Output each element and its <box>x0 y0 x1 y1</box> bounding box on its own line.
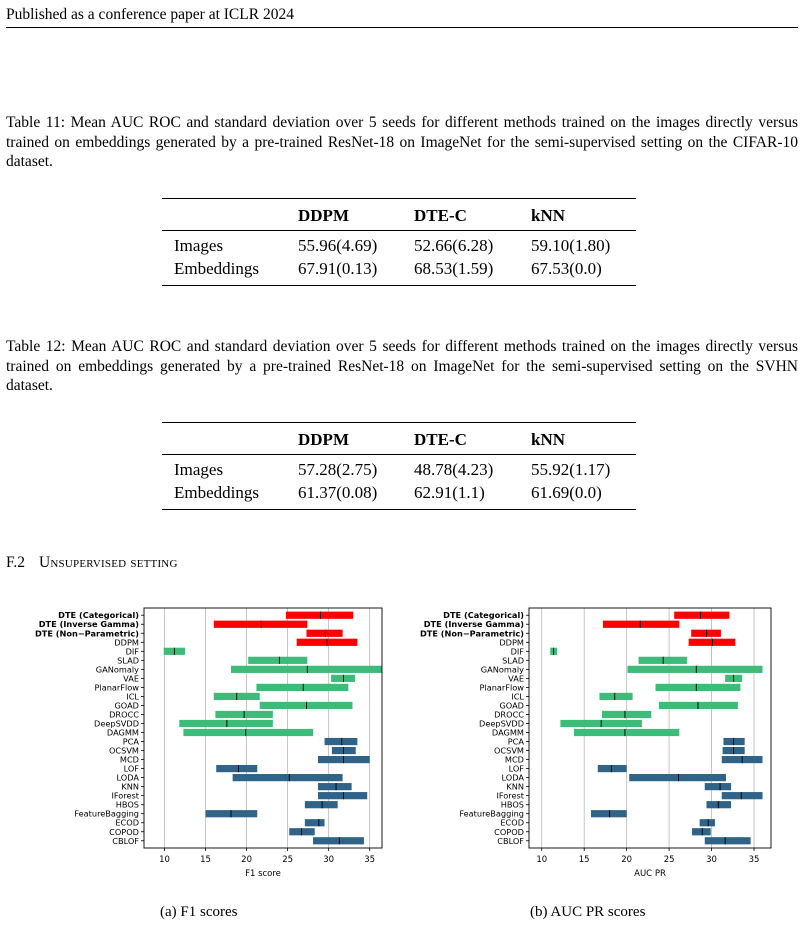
category-label: VAE <box>508 673 524 684</box>
category-label: OCSVM <box>493 745 524 756</box>
category-label: LODA <box>116 772 139 783</box>
auc-pr-chart <box>398 604 782 889</box>
table-header-cell: DDPM <box>298 430 349 449</box>
x-tick-label: 15 <box>200 855 211 865</box>
category-label: PlanarFlow <box>479 682 524 693</box>
x-tick-label: 35 <box>364 855 376 865</box>
category-label: GOAD <box>499 700 524 711</box>
category-label: VAE <box>123 673 139 684</box>
category-label: IForest <box>496 790 524 801</box>
category-label: CBLOF <box>112 835 139 846</box>
category-label: PlanarFlow <box>94 682 139 693</box>
range-bar <box>305 819 325 826</box>
x-tick-label: 10 <box>536 855 548 865</box>
range-bar <box>705 837 751 844</box>
range-bar <box>214 621 308 628</box>
page-header: Published as a conference paper at ICLR 2024 <box>6 6 294 23</box>
table-mid-rule <box>162 230 636 231</box>
category-label: DTE (Non−Parametric) <box>34 628 139 639</box>
range-bar <box>692 828 711 835</box>
category-label: FeatureBagging <box>459 808 524 819</box>
range-bar <box>318 783 352 790</box>
range-bar <box>306 630 342 637</box>
range-bar <box>574 729 679 736</box>
category-label: DROCC <box>109 709 139 720</box>
range-bar <box>705 783 731 790</box>
table-row-label: Images <box>174 236 224 255</box>
category-label: DeepSVDD <box>94 718 139 729</box>
table-row-label: Images <box>174 460 224 479</box>
table-cell: 61.37(0.08) <box>298 483 378 502</box>
range-bar <box>700 819 715 826</box>
category-label: HBOS <box>500 799 524 810</box>
table-cell: 61.69(0.0) <box>531 483 602 502</box>
range-bar <box>674 612 729 619</box>
range-bar <box>248 657 307 664</box>
category-label: DIF <box>510 646 524 657</box>
table-bottom-rule <box>162 509 636 510</box>
category-label: PCA <box>507 736 524 747</box>
category-label: DIF <box>125 646 139 657</box>
category-label: SLAD <box>502 655 524 666</box>
category-label: DTE (Non−Parametric) <box>419 628 524 639</box>
category-label: IForest <box>111 790 139 801</box>
category-label: LOF <box>123 763 139 774</box>
table-cell: 57.28(2.75) <box>298 460 378 479</box>
category-label: LODA <box>501 772 524 783</box>
range-bar <box>627 666 762 673</box>
category-label: HBOS <box>115 799 139 810</box>
range-bar <box>216 765 257 772</box>
range-bar <box>318 792 367 799</box>
category-label: COPOD <box>109 826 139 837</box>
range-bar <box>233 774 343 781</box>
range-bar <box>183 729 313 736</box>
range-bar <box>179 720 273 727</box>
category-label: DTE (Categorical) <box>443 610 524 621</box>
category-label: KNN <box>506 781 524 792</box>
x-tick-label: 25 <box>663 855 675 865</box>
category-label: GANomaly <box>95 664 139 675</box>
category-label: SLAD <box>117 655 139 666</box>
category-label: COPOD <box>494 826 524 837</box>
category-label: LOF <box>508 763 524 774</box>
range-bar <box>286 612 353 619</box>
section-heading <box>6 554 178 572</box>
category-label: ICL <box>126 691 139 702</box>
range-bar <box>598 765 627 772</box>
category-label: DROCC <box>494 709 524 720</box>
table11-caption: Table 11: Mean AUC ROC and standard deviation over 5 seeds for different methods trained on the images directly versus trained on embeddings generated by a pre-trained ResNet-18 on ImageNet for the semi-supervised setting on the CIFAR-10 dataset. <box>6 114 798 170</box>
range-bar <box>325 738 358 745</box>
x-axis-label: F1 score <box>245 869 281 879</box>
x-tick-label: 30 <box>323 855 335 865</box>
table-mid-rule <box>162 454 636 455</box>
table-header-cell: kNN <box>531 206 566 225</box>
header-rule <box>6 27 798 28</box>
table-cell: 62.91(1.1) <box>414 483 485 502</box>
range-bar <box>603 621 679 628</box>
category-label: ECOD <box>500 817 524 828</box>
x-tick-label: 25 <box>282 855 294 865</box>
table-header-cell: DTE-C <box>414 206 467 225</box>
table-header-cell: kNN <box>531 430 566 449</box>
figure-a-caption: (a) F1 scores <box>160 904 238 920</box>
table-cell: 52.66(6.28) <box>414 236 494 255</box>
table-header-cell: DDPM <box>298 206 349 225</box>
range-bar <box>599 693 632 700</box>
table-cell: 48.78(4.23) <box>414 460 494 479</box>
range-bar <box>231 666 382 673</box>
category-label: CBLOF <box>497 835 524 846</box>
table-bottom-rule <box>162 285 636 286</box>
range-bar <box>591 810 627 817</box>
category-label: MCD <box>119 754 139 765</box>
category-label: DTE (Inverse Gamma) <box>423 619 524 630</box>
category-label: KNN <box>121 781 139 792</box>
category-label: DTE (Categorical) <box>58 610 139 621</box>
table-header-cell: DTE-C <box>414 430 467 449</box>
table-cell: 55.92(1.17) <box>531 460 611 479</box>
category-label: DDPM <box>499 637 524 648</box>
category-label: DAGMM <box>491 727 524 738</box>
range-bar <box>313 837 364 844</box>
range-bar <box>305 801 338 808</box>
x-tick-label: 10 <box>159 855 170 865</box>
range-bar <box>629 774 726 781</box>
category-label: OCSVM <box>108 745 139 756</box>
range-bar <box>722 792 763 799</box>
table-top-rule <box>162 198 636 199</box>
table-row-label: Embeddings <box>174 259 259 278</box>
table-cell: 67.91(0.13) <box>298 259 378 278</box>
x-tick-label: 35 <box>748 855 760 865</box>
table-cell: 59.10(1.80) <box>531 236 611 255</box>
x-tick-label: 15 <box>578 855 590 865</box>
category-label: GOAD <box>114 700 139 711</box>
table-cell: 67.53(0.0) <box>531 259 602 278</box>
table-cell: 68.53(1.59) <box>414 259 494 278</box>
x-axis-label: AUC PR <box>634 869 666 879</box>
table-top-rule <box>162 422 636 423</box>
section-title: Unsupervised setting <box>39 554 178 571</box>
category-label: ECOD <box>115 817 139 828</box>
category-label: FeatureBagging <box>74 808 139 819</box>
range-bar <box>256 684 348 691</box>
range-bar <box>602 711 651 718</box>
x-tick-label: 20 <box>621 855 633 865</box>
section-number: F.2 <box>6 554 26 571</box>
category-label: GANomaly <box>480 664 524 675</box>
f1-score-chart <box>10 604 390 889</box>
table-row-label: Embeddings <box>174 483 259 502</box>
category-label: DAGMM <box>106 727 139 738</box>
figure-b-caption: (b) AUC PR scores <box>530 904 646 920</box>
category-label: ICL <box>511 691 524 702</box>
table-cell: 55.96(4.69) <box>298 236 378 255</box>
range-bar <box>656 684 741 691</box>
x-tick-label: 20 <box>241 855 253 865</box>
table12-caption: Table 12: Mean AUC ROC and standard deviation over 5 seeds for different methods trained on the images directly versus trained on embeddings generated by a pre-trained ResNet-18 on ImageNet for the semi-supervised setting on the SVHN dataset. <box>6 338 798 394</box>
category-label: DTE (Inverse Gamma) <box>38 619 139 630</box>
category-label: DeepSVDD <box>479 718 524 729</box>
category-label: DDPM <box>114 637 139 648</box>
category-label: MCD <box>504 754 524 765</box>
category-label: PCA <box>122 736 139 747</box>
x-tick-label: 30 <box>706 855 717 865</box>
